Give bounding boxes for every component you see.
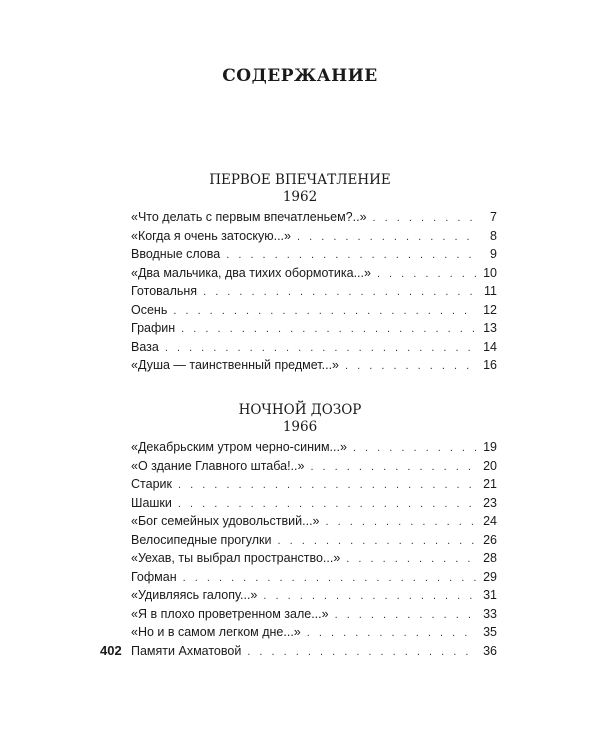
toc-entry-title: Ваза [131, 339, 159, 354]
toc-entry [131, 284, 497, 303]
toc-entry [131, 210, 497, 229]
toc-entry-page: 35 [483, 625, 497, 639]
section-heading [0, 402, 600, 436]
dot-leader [183, 572, 477, 584]
page-number: 402 [100, 643, 122, 658]
toc-entry-title: «Два мальчика, два тихих обормотика...» [131, 265, 371, 280]
section-year: 1962 [282, 189, 318, 205]
toc-entry-title: «Декабрьским утром черно-синим...» [131, 440, 347, 454]
toc-entry-page: 9 [490, 247, 497, 261]
toc-entry [131, 321, 497, 340]
toc-entry [131, 588, 497, 607]
toc-entry-page: 14 [483, 339, 497, 354]
dot-leader [377, 268, 477, 280]
toc-entry-page: 8 [490, 228, 497, 243]
dot-leader [346, 553, 477, 565]
dot-leader [247, 646, 477, 658]
toc-entry-title: Графин [131, 321, 176, 335]
dot-leader [178, 479, 477, 491]
section-title: ПЕРВОЕ ВПЕЧАТЛЕНИЕ [209, 172, 391, 188]
toc-entry-page: 24 [483, 514, 497, 528]
toc-entry-title: Вводные слова [131, 247, 221, 261]
dot-leader [345, 360, 477, 372]
toc-entry [131, 496, 497, 515]
dot-leader [310, 461, 477, 473]
dot-leader [335, 609, 477, 621]
toc-entry [131, 358, 497, 377]
toc-entry [131, 551, 497, 570]
dot-leader [373, 212, 477, 224]
toc-entry-page: 20 [483, 458, 497, 473]
toc-entry-page: 28 [483, 551, 497, 565]
toc-entry-page: 23 [483, 495, 497, 510]
toc-entry-title: «Уехав, ты выбрал пространство...» [131, 551, 341, 565]
toc-entry-title: «Но и в самом легком дне...» [131, 625, 301, 639]
toc-entry-page: 11 [484, 284, 497, 298]
toc-entry-title: «О здание Главного штаба!..» [131, 458, 305, 473]
toc-entry [131, 459, 497, 478]
toc-entry-title: Шашки [131, 495, 172, 510]
dot-leader [297, 231, 477, 243]
toc-entry [131, 570, 497, 589]
page-title: СОДЕРЖАНИЕ [222, 66, 378, 86]
toc-entry [131, 533, 497, 552]
toc-entry-title: «Удивляясь галопу...» [131, 588, 258, 602]
toc-entry-title: «Бог семейных удовольствий...» [131, 514, 320, 528]
dot-leader [326, 516, 478, 528]
toc-entry-title: Гофман [131, 569, 177, 584]
toc-entry-page: 7 [490, 210, 497, 224]
toc-entry-title: «Душа — таинственный предмет...» [131, 358, 339, 372]
toc-entry [131, 229, 497, 248]
dot-leader [165, 342, 477, 354]
section-title: НОЧНОЙ ДОЗОР [238, 402, 362, 418]
toc-entry-page: 26 [483, 532, 497, 547]
toc-entry-title: «Что делать с первым впечатленьем?..» [131, 210, 367, 224]
toc-list [131, 210, 497, 377]
dot-leader [181, 323, 477, 335]
dot-leader [307, 627, 477, 639]
dot-leader [226, 249, 477, 261]
toc-entry-title: «Я в плохо проветренном зале...» [131, 606, 329, 621]
toc-entry-page: 29 [483, 569, 497, 584]
toc-entry-title: «Когда я очень затоскую...» [131, 228, 291, 243]
toc-entry [131, 625, 497, 644]
toc-entry-page: 21 [483, 477, 497, 491]
toc-entry-page: 36 [483, 643, 497, 658]
toc-entry-title: Памяти Ахматовой [131, 643, 242, 658]
dot-leader [263, 590, 477, 602]
toc-entry [131, 477, 497, 496]
toc-entry [131, 266, 497, 285]
section-heading [0, 172, 600, 206]
toc-entry [131, 247, 497, 266]
toc-entry-page: 19 [483, 440, 497, 454]
toc-entry-title: Старик [131, 477, 172, 491]
toc-entry [131, 514, 497, 533]
dot-leader [353, 442, 477, 454]
dot-leader [203, 286, 477, 298]
toc-entry [131, 303, 497, 322]
toc-entry-page: 12 [483, 302, 497, 317]
toc-entry-title: Осень [131, 302, 168, 317]
toc-entry-page: 13 [483, 321, 497, 335]
toc-entry [131, 440, 497, 459]
dot-leader [178, 498, 477, 510]
toc-entry-page: 33 [483, 606, 497, 621]
toc-entry-page: 10 [483, 265, 497, 280]
dot-leader [173, 305, 477, 317]
toc-entry [131, 607, 497, 626]
toc-list [131, 440, 497, 662]
toc-entry [131, 340, 497, 359]
toc-entry-title: Готовальня [131, 284, 198, 298]
dot-leader [278, 535, 478, 547]
toc-entry-title: Велосипедные прогулки [131, 532, 272, 547]
toc-entry-page: 31 [483, 588, 497, 602]
section-year: 1966 [282, 419, 318, 435]
toc-entry-page: 16 [483, 358, 497, 372]
toc-entry [131, 644, 497, 663]
